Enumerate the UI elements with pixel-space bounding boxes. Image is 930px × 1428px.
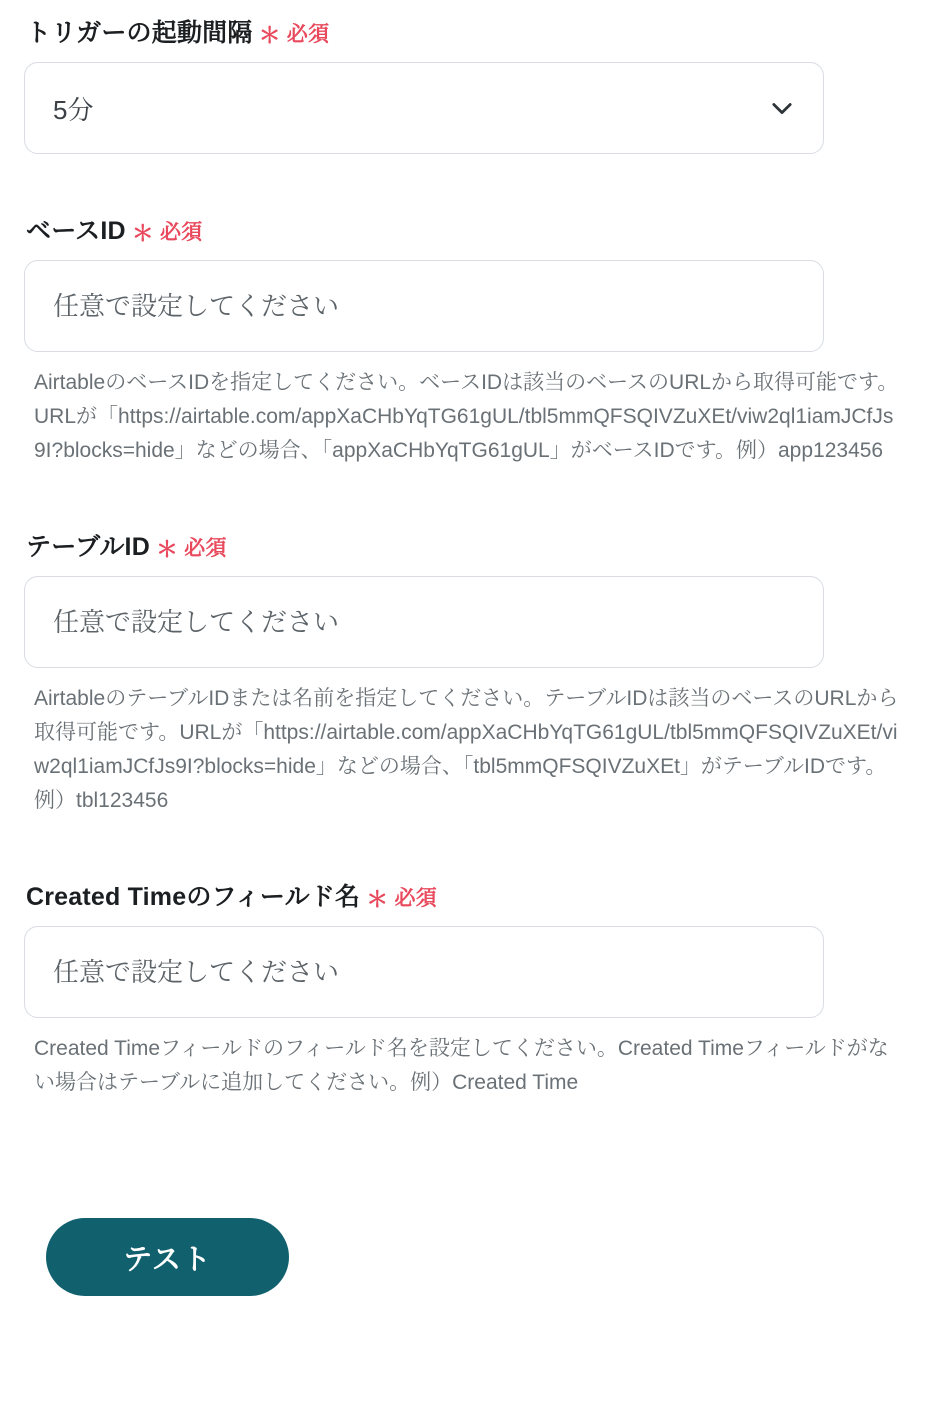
table-id-helper-text: AirtableのテーブルIDまたは名前を指定してください。テーブルIDは該当のベースのURLから取得可能です。URLが「https://airtable.com/appXaCHbYqTG61gUL/tbl5mmQFSQIVZuXEt/viw2ql1iamJCfJs9I?blocks=hide」などの場合、「tbl5mmQFSQIVZuXEt」がテーブルIDです。例）tbl123456 <box>34 687 899 813</box>
trigger-interval-value: 5分 <box>53 94 94 125</box>
required-label: 必須 <box>184 537 227 561</box>
required-asterisk-icon: ＊ <box>131 221 154 246</box>
required-asterisk-icon: ＊ <box>366 887 389 913</box>
label-text: テーブルID <box>26 533 150 562</box>
field-trigger-interval <box>24 18 906 154</box>
table-id-input[interactable] <box>24 576 824 668</box>
spacer <box>24 818 906 882</box>
field-created-time-name <box>24 882 906 1100</box>
label-text: Created Timeのフィールド名 <box>26 883 361 912</box>
required-label: 必須 <box>159 221 203 244</box>
field-table-id <box>24 532 906 818</box>
field-label-trigger-interval <box>26 18 906 48</box>
created-time-field-input[interactable] <box>24 926 824 1018</box>
field-base-id <box>24 216 906 468</box>
field-label-created-time-name <box>26 882 906 912</box>
test-button[interactable]: テスト <box>46 1218 289 1296</box>
field-label-table-id <box>26 532 906 562</box>
trigger-interval-select-wrap <box>24 62 824 154</box>
base-id-input[interactable] <box>24 260 824 352</box>
required-label: 必須 <box>286 23 330 46</box>
base-id-helper-text: AirtableのベースIDを指定してください。ベースIDは該当のベースのURLから取得可能です。URLが「https://airtable.com/appXaCHbYqTG61gUL/tbl5mmQFSQIVZuXEt/viw2ql1iamJCfJs9I?blocks=hide」などの場合、「appXaCHbYqTG61gUL」がベースIDです。例）app123456 <box>34 371 899 463</box>
label-text: ベースID <box>26 217 126 245</box>
field-label-base-id <box>26 216 906 246</box>
label-text: トリガーの起動間隔 <box>26 19 253 47</box>
spacer <box>24 468 906 532</box>
trigger-interval-select[interactable] <box>24 62 824 154</box>
spacer <box>24 154 906 216</box>
required-label: 必須 <box>394 887 437 911</box>
required-asterisk-icon: ＊ <box>155 537 179 563</box>
created-time-helper-text: Created Timeフィールドのフィールド名を設定してください。Created Timeフィールドがない場合はテーブルに追加してください。例）Created Time <box>34 1037 889 1095</box>
required-asterisk-icon: ＊ <box>258 23 281 48</box>
